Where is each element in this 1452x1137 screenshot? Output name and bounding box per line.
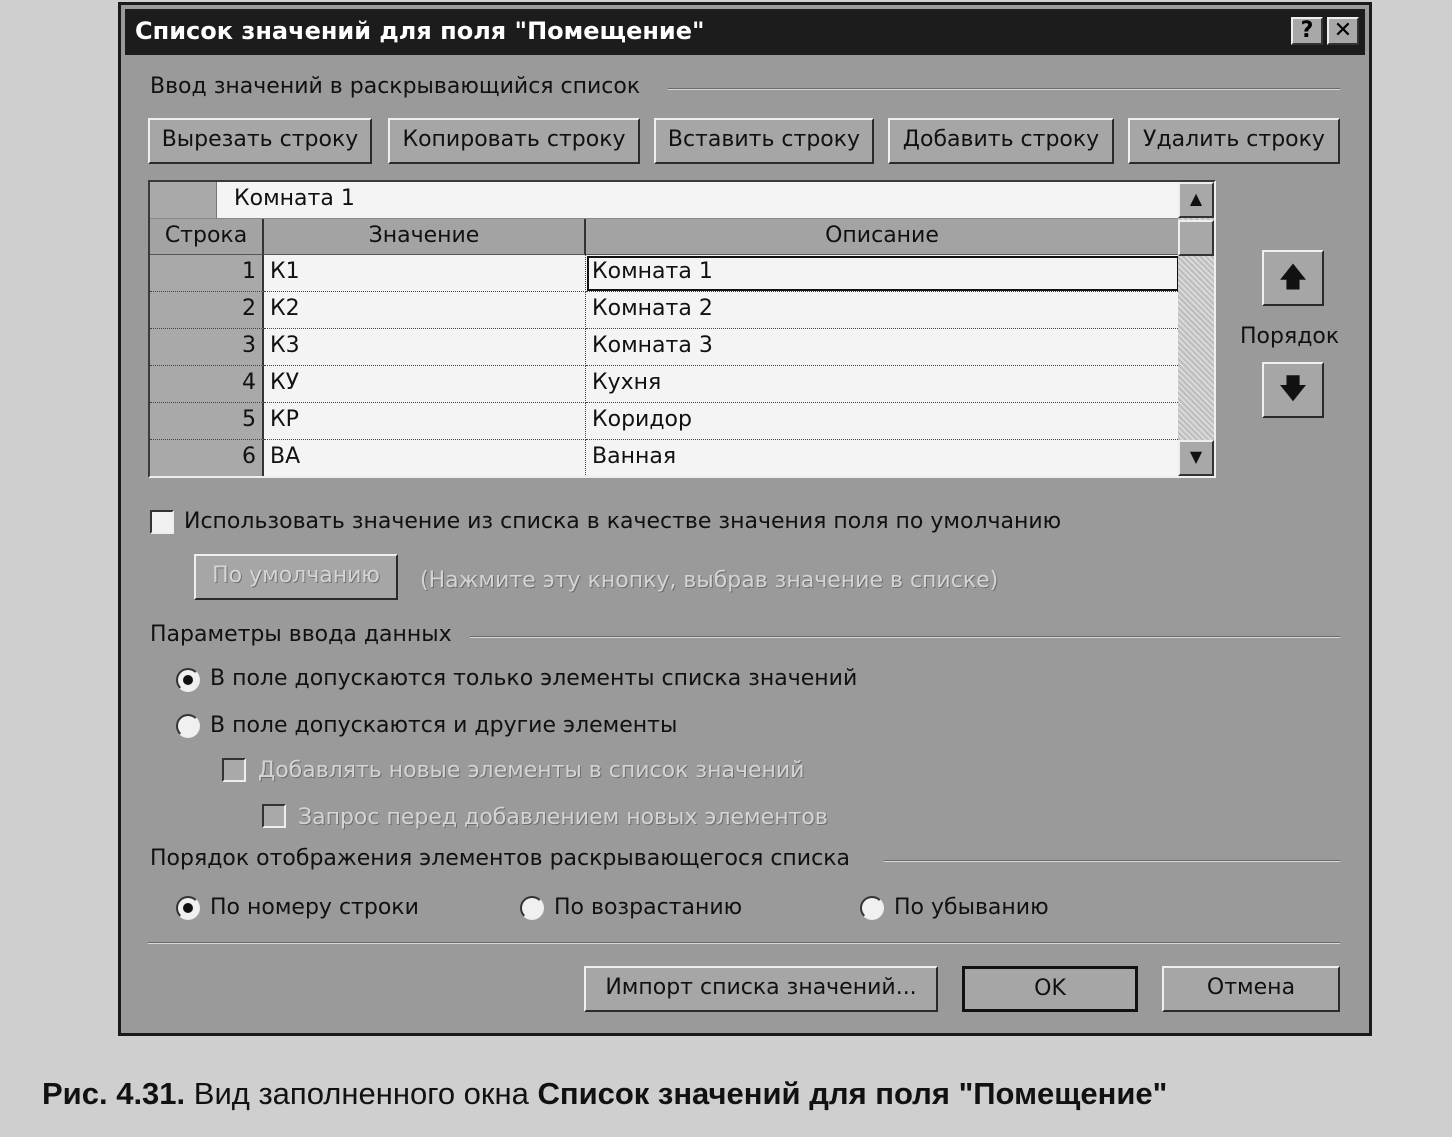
only-list-label[interactable]: В поле допускаются только элементы списка значений	[210, 666, 858, 691]
caption-number: Рис. 4.31.	[42, 1076, 186, 1111]
value-cell[interactable]: К3	[264, 329, 586, 366]
display-order-divider	[884, 860, 1340, 862]
others-allowed-radio[interactable]	[176, 714, 200, 738]
by-row-number-label[interactable]: По номеру строки	[210, 895, 419, 920]
scroll-thumb[interactable]	[1178, 220, 1214, 256]
ok-button[interactable]: OK	[962, 966, 1138, 1012]
use-default-label[interactable]: Использовать значение из списка в качестве значения поля по умолчанию	[184, 509, 1062, 534]
add-new-items-checkbox[interactable]	[222, 758, 246, 782]
add-new-items-label: Добавлять новые элементы в список значений	[258, 758, 805, 783]
title-bar	[125, 9, 1365, 55]
description-cell[interactable]: Ванная	[586, 440, 1180, 477]
scroll-up-icon[interactable]: ▲	[1178, 182, 1214, 218]
move-up-button[interactable]	[1262, 250, 1324, 306]
caption-bold-title: Список значений для поля "Помещение"	[537, 1076, 1168, 1111]
cancel-button[interactable]: Отмена	[1162, 966, 1340, 1012]
help-button[interactable]: ?	[1291, 17, 1323, 45]
input-params-label: Параметры ввода данных	[150, 622, 452, 647]
close-button[interactable]: ✕	[1327, 17, 1359, 45]
display-order-label: Порядок отображения элементов раскрывающегося списка	[150, 846, 850, 871]
column-header-row[interactable]: Строка	[150, 219, 264, 255]
set-default-hint: (Нажмите эту кнопку, выбрав значение в списке)	[420, 568, 999, 593]
row-number-cell[interactable]: 5	[150, 403, 264, 440]
move-down-button[interactable]	[1262, 362, 1324, 418]
ascending-radio[interactable]	[520, 896, 544, 920]
edit-bar-value[interactable]: Комната 1	[234, 186, 355, 211]
table-row[interactable]	[150, 292, 1178, 329]
others-allowed-label[interactable]: В поле допускаются и другие элементы	[210, 713, 678, 738]
table-row[interactable]	[150, 329, 1178, 366]
dialog-title: Список значений для поля "Помещение"	[135, 17, 705, 45]
edit-bar-corner	[150, 182, 217, 218]
cell-edit-bar[interactable]	[150, 182, 1178, 219]
delete-row-button[interactable]: Удалить строку	[1128, 118, 1340, 164]
list-group-divider	[668, 88, 1340, 90]
footer-divider	[148, 942, 1340, 944]
row-number-cell[interactable]: 2	[150, 292, 264, 329]
description-cell[interactable]: Комната 3	[586, 329, 1180, 366]
caption-text: Вид заполненного окна	[185, 1076, 538, 1111]
import-list-button[interactable]: Импорт списка значений...	[584, 966, 938, 1012]
descending-label[interactable]: По убыванию	[894, 895, 1049, 920]
table-row[interactable]	[150, 366, 1178, 403]
by-row-number-radio[interactable]	[176, 896, 200, 920]
ask-before-add-checkbox[interactable]	[262, 804, 286, 828]
radio-selected-dot	[183, 903, 193, 913]
description-cell[interactable]: Комната 2	[586, 292, 1180, 329]
arrow-down-icon: 🡇	[1278, 372, 1308, 405]
figure-caption	[42, 1076, 1167, 1112]
value-cell[interactable]: К1	[264, 255, 586, 292]
description-cell[interactable]: Комната 1	[586, 255, 1180, 292]
cut-row-button[interactable]: Вырезать строку	[148, 118, 372, 164]
value-cell[interactable]: ВА	[264, 440, 586, 477]
radio-selected-dot	[183, 675, 193, 685]
arrow-up-icon: 🡅	[1278, 260, 1308, 293]
values-grid[interactable]	[148, 180, 1216, 478]
description-cell[interactable]: Коридор	[586, 403, 1180, 440]
ascending-label[interactable]: По возрастанию	[554, 895, 743, 920]
set-default-button[interactable]: По умолчанию	[194, 554, 398, 600]
value-cell[interactable]: КР	[264, 403, 586, 440]
table-row[interactable]	[150, 403, 1178, 440]
order-label: Порядок	[1240, 324, 1340, 349]
descending-radio[interactable]	[860, 896, 884, 920]
paste-row-button[interactable]: Вставить строку	[654, 118, 874, 164]
list-group-label: Ввод значений в раскрывающийся список	[150, 74, 641, 99]
input-params-divider	[470, 636, 1340, 638]
copy-row-button[interactable]: Копировать строку	[388, 118, 640, 164]
column-header-value[interactable]: Значение	[264, 219, 586, 255]
row-number-cell[interactable]: 1	[150, 255, 264, 292]
row-number-cell[interactable]: 3	[150, 329, 264, 366]
table-row[interactable]	[150, 440, 1178, 477]
table-row[interactable]	[150, 255, 1178, 292]
add-row-button[interactable]: Добавить строку	[888, 118, 1114, 164]
row-number-cell[interactable]: 6	[150, 440, 264, 477]
use-default-checkbox[interactable]	[150, 510, 174, 534]
description-cell[interactable]: Кухня	[586, 366, 1180, 403]
scroll-down-icon[interactable]: ▼	[1178, 440, 1214, 476]
grid-scrollbar[interactable]	[1178, 182, 1214, 476]
value-cell[interactable]: К2	[264, 292, 586, 329]
column-header-description[interactable]: Описание	[586, 219, 1180, 255]
ask-before-add-label: Запрос перед добавлением новых элементов	[298, 805, 828, 830]
only-list-radio[interactable]	[176, 668, 200, 692]
value-cell[interactable]: КУ	[264, 366, 586, 403]
row-number-cell[interactable]: 4	[150, 366, 264, 403]
